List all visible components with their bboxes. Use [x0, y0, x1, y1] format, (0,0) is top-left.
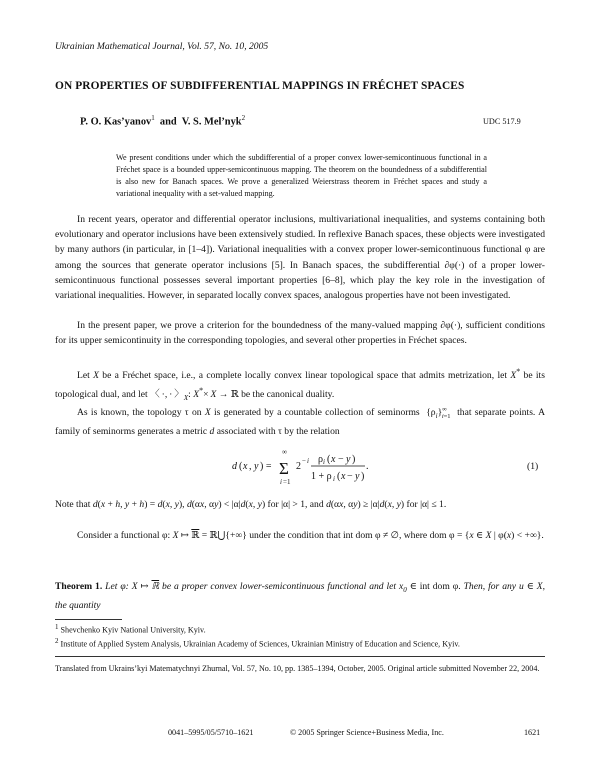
paragraph-3-block [55, 364, 545, 407]
authors [80, 114, 245, 127]
author-1-mark: 1 [151, 114, 155, 122]
p4-b: on [191, 407, 202, 419]
metric-equation [0, 449, 600, 495]
svg-text:i: i [307, 457, 309, 465]
svg-text:.: . [366, 461, 369, 472]
copyright-line: © 2005 Springer Science+Business Media, Inc. [290, 728, 444, 737]
p6-b: under the condition that [249, 530, 341, 541]
svg-text:x: x [341, 471, 346, 482]
translation-rule [55, 656, 545, 657]
footnote-2-mark: 2 [55, 637, 59, 645]
paragraph-1: In recent years, operator and differential operator inclusions, multivariational inequalities, and systems containing both evolutionary and operator inclusions have been extensively studied. In reflexive Banach spaces, these objects were investigated by many authors (in particular, in [1–4]). Variational inequalities with a convex proper lower-semicontinuous functional φ are among the sources that generate operator inclusions [5]. In Banach spaces, the subdifferential ∂φ(·) of a proper lower-semicontinuous functional possesses several important properties [6–8], which play the key role in the investigation of variational inequalities. However, in separated locally convex spaces, analogous properties have not been investigated. [55, 214, 545, 302]
p5-d: for [406, 499, 418, 510]
svg-text:−: − [338, 454, 344, 465]
footnote-1-text: Shevchenko Kyiv National University, Kyiv. [60, 625, 206, 635]
translation-note: Translated from Ukrains’kyi Matematychnyi Zhurnal, Vol. 57, No. 10, pp. 1385–1394, October, 2005. Original article submitted November 22, 2004. [55, 664, 540, 673]
equation-number: (1) [527, 461, 539, 472]
paragraph-6-block [55, 528, 545, 543]
p6-c: where [403, 530, 428, 541]
svg-text:y: y [254, 461, 259, 472]
svg-text:ρ: ρ [318, 454, 323, 465]
svg-text:Σ: Σ [279, 459, 289, 478]
paper-title: ON PROPERTIES OF SUBDIFFERENTIAL MAPPINGS IN FRÉCHET SPACES [55, 80, 465, 92]
issn-code: 0041–5995/05/5710–1621 [168, 728, 254, 737]
theorem-t3: Then, for any [463, 581, 517, 592]
footnote-1 [55, 623, 206, 635]
paragraph-2: In the present paper, we prove a criterion for the boundedness of the many-valued mapping ∂φ(·), sufficient conditions for its upper semicontinuity in the corresponding topologies, and several other properties in Fréchet spaces. [55, 320, 545, 347]
svg-text:d: d [232, 461, 237, 472]
paragraph-4: As is known, the topology τ on X is generated by a countable collection of seminorms $\{\rho_i\}^\infty_{i=1}$ that separate points. A family of seminorms generates a metric d associated with τ by the relation [55, 406, 545, 438]
theorem-t2: be a proper convex lower-semicontinuous functional and let [162, 581, 397, 592]
svg-text:): ) [352, 454, 356, 465]
footnote-2 [55, 637, 460, 649]
p5-c: and [309, 499, 324, 510]
page-number: 1621 [524, 728, 541, 737]
paragraph-3: Let X be a Fréchet space, i.e., a complete locally convex linear topological space that admits metrization, let X* be its topological dual, and let 〈 ·, · 〉$_X$: X*× X → ℝ be the canonical duality. [55, 367, 545, 403]
svg-text:2: 2 [296, 461, 301, 472]
abstract-text: We present conditions under which the subdifferential of a proper convex lower-semicontinuous functional in a Fréchet space is a bounded upper-semicontinuous mapping. The theorem on the boundedness of a subdifferential is also new for Banach spaces. We prove a generalized Weierstrass theorem in Fréchet spaces and study a variational inequality with a set-valued mapping. [116, 153, 487, 199]
author-2: V. S. Mel’nyk [181, 116, 242, 128]
footnote-rule [55, 619, 122, 620]
theorem-1: Theorem 1. Let φ: X ↦ ℝ be a proper convex lower-semicontinuous functional and let $x_0$ ∈ int dom φ. Then, for any u ∈ X, the quantity [55, 581, 546, 612]
svg-text:i: i [323, 458, 325, 466]
p4-f: by the relation [284, 426, 340, 438]
paragraph-5: Note that d(x + h, y + h) = d(x, y), d(αx, αy) < |α|d(x, y) for |α| > 1, and d(αx, αy) ≥ |α|d(x, y) for |α| ≤ 1. [55, 499, 447, 510]
svg-text:i: i [280, 478, 282, 486]
p3-b: be a Fréchet space, i.e., a complete locally convex linear topological space that admits metrization, let [102, 370, 508, 382]
p5-a: Note that [55, 499, 91, 510]
paragraph-2-block [55, 318, 545, 348]
svg-text:=1: =1 [283, 478, 291, 486]
svg-text:∞: ∞ [282, 449, 287, 456]
p5-b: for [267, 499, 279, 510]
p4-d: that separate points. A family of seminorms generates a metric [55, 407, 545, 438]
svg-text:1 + ρ: 1 + ρ [311, 471, 332, 482]
svg-text:y: y [346, 454, 351, 465]
paragraph-5-block [55, 497, 545, 512]
abstract [116, 152, 487, 200]
svg-text:(: ( [327, 454, 331, 465]
svg-text:) =: ) = [260, 461, 272, 472]
svg-text:i: i [333, 475, 335, 483]
p6-a: Consider a functional [77, 530, 160, 541]
paragraph-4-block [55, 402, 545, 440]
svg-text:(: ( [239, 461, 243, 472]
paragraph-6: Consider a functional φ: X ↦ ℝ = ℝ⋃{+∞} under the condition that int dom φ ≠ ∅, where dom φ = {x ∈ X | φ(x) < +∞}. [77, 530, 544, 541]
svg-text:(: ( [337, 471, 341, 482]
p4-c: is generated by a countable collection of seminorms [213, 407, 420, 419]
p4-a: As is known, the topology [77, 407, 182, 419]
intro-paragraph [55, 212, 545, 303]
svg-text:−: − [347, 471, 353, 482]
svg-text:−: − [302, 457, 306, 465]
theorem-label: Theorem 1. [55, 581, 103, 592]
p3-a: Let [77, 370, 90, 382]
p4-e: associated with [216, 426, 276, 438]
svg-text:x: x [243, 461, 248, 472]
theorem-t1: Let [105, 581, 118, 592]
footnote-2-text: Institute of Applied System Analysis, Ukrainian Academy of Sciences, Ukrainian Ministry of Education and Science, Kyiv. [60, 639, 460, 649]
author-and: and [159, 116, 177, 128]
p3-c: be its topological dual, and let [55, 370, 545, 401]
svg-text:y: y [355, 471, 360, 482]
svg-text:x: x [331, 454, 336, 465]
author-1: P. O. Kas’yanov [80, 116, 152, 128]
author-2-mark: 2 [241, 114, 246, 122]
theorem-t4: the quantity [55, 600, 101, 612]
p3-d: be the canonical duality. [241, 389, 335, 401]
svg-text:): ) [361, 471, 365, 482]
footnote-1-mark: 1 [55, 623, 59, 631]
svg-text:,: , [249, 461, 252, 472]
udc-code: UDC 517.9 [483, 117, 521, 126]
running-header: Ukrainian Mathematical Journal, Vol. 57, No. 10, 2005 [55, 41, 269, 52]
